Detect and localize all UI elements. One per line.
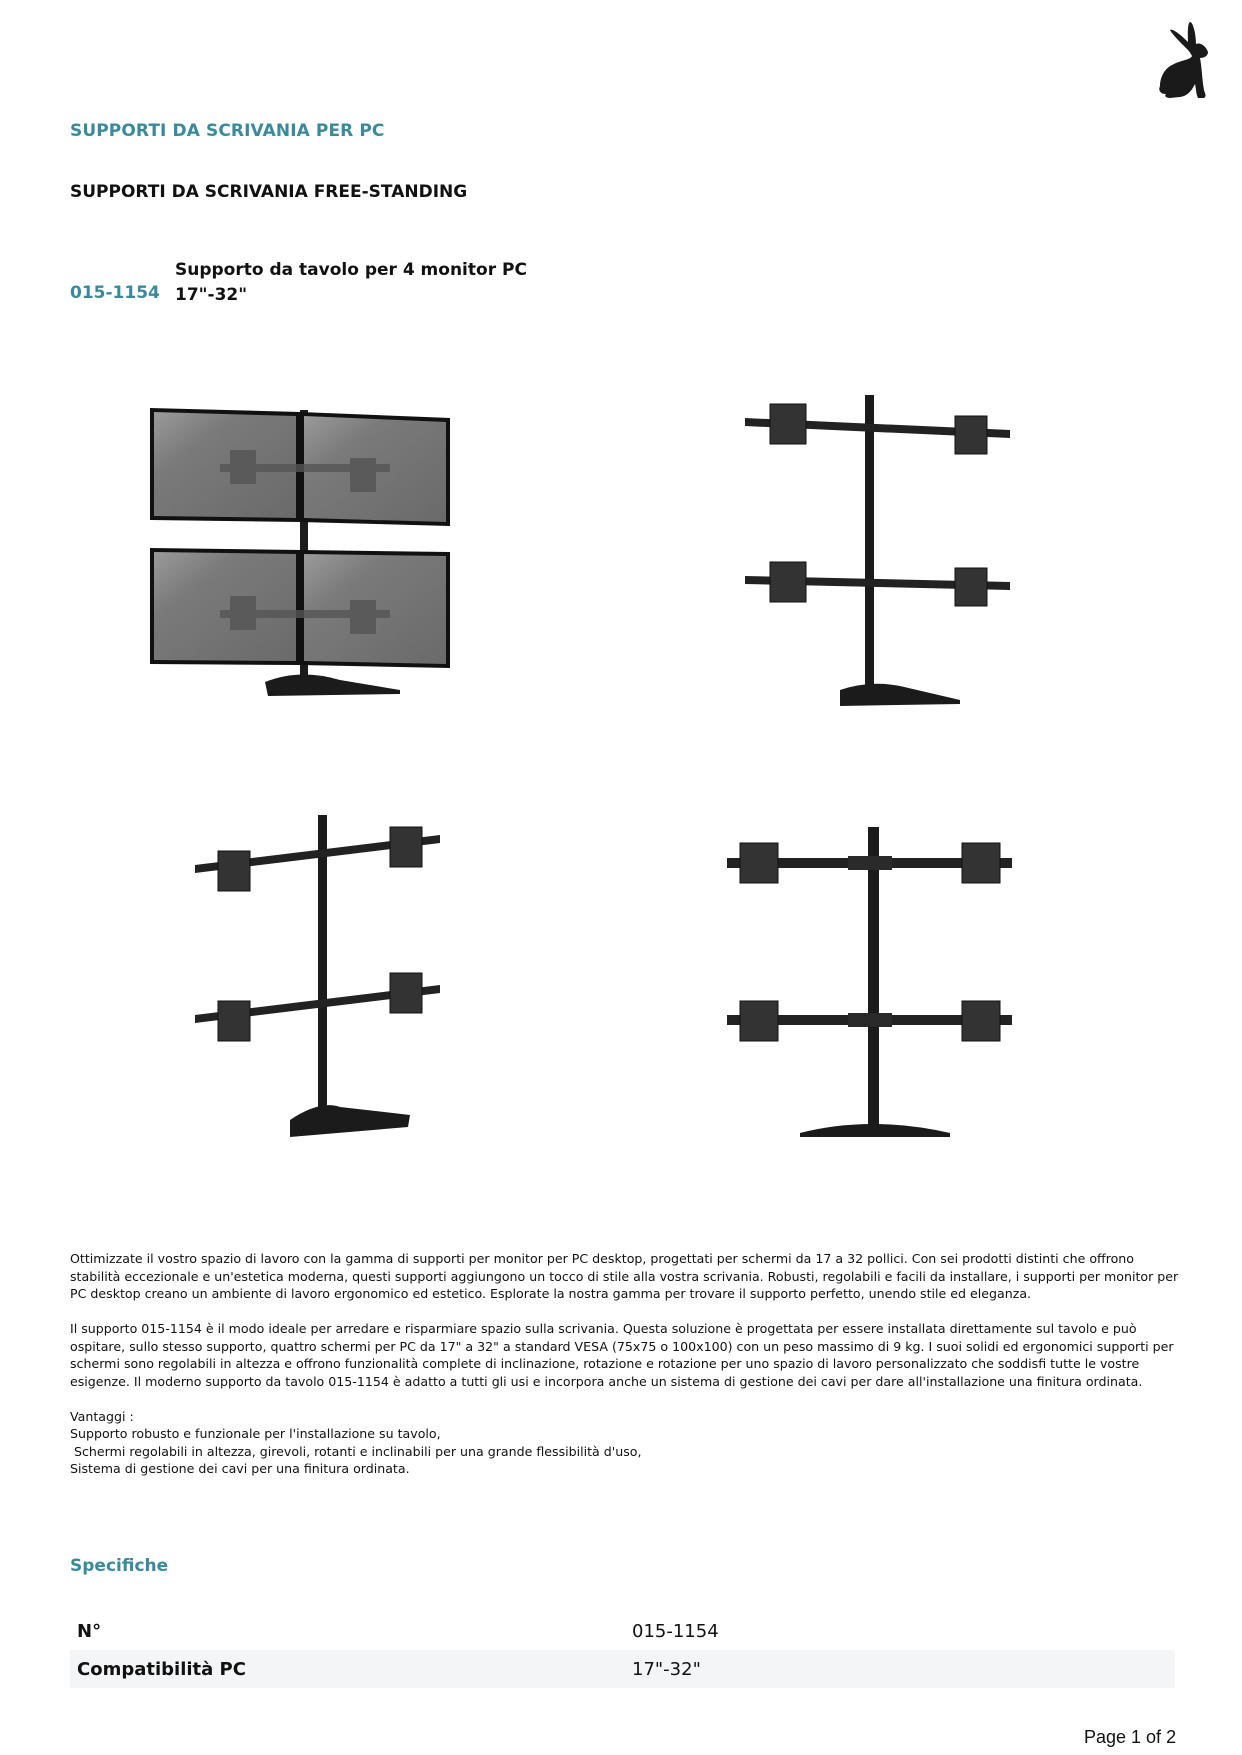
advantage-item: Sistema di gestione dei cavi per una finitura ordinata.	[70, 1461, 410, 1476]
product-image-side	[190, 815, 470, 1160]
advantage-item: Schermi regolabili in altezza, girevoli, rotanti e inclinabili per una grande flessibilità d'uso,	[70, 1443, 642, 1459]
spec-row	[70, 1612, 1175, 1650]
spec-value: 17"-32"	[632, 1658, 701, 1680]
product-image-front	[720, 815, 1040, 1160]
product-description	[70, 1250, 1180, 1478]
specs-table	[70, 1612, 1175, 1688]
spec-label: N°	[77, 1620, 102, 1642]
description-paragraph: Ottimizzate il vostro spazio di lavoro con la gamma di supporti per monitor per PC desktop, progettati per schermi da 17 a 32 pollici. Con sei prodotti distinti che offrono stabilità eccezionale e un'estetica moderna, questi supporti aggiungono un tocco di stile alla vostra scrivania. Robusti, regolabili e facili da installare, i supporti per monitor per PC desktop creano un ambiente di lavoro ergonomico ed estetico. Esplorate la nostra gamma per trovare il supporto perfetto, unendo stile ed eleganza.	[70, 1251, 1179, 1301]
page-number: Page 1 of 2	[1084, 1727, 1177, 1747]
product-sku: 015-1154	[70, 283, 160, 303]
product-image-angled	[740, 390, 1020, 730]
product-image-with-monitors	[150, 390, 510, 730]
spec-row	[70, 1650, 1175, 1688]
specs-title: Specifiche	[70, 1556, 169, 1576]
product-name: Supporto da tavolo per 4 monitor PC 17"-32"	[175, 260, 527, 305]
spec-value: 015-1154	[632, 1620, 719, 1642]
advantages-label: Vantaggi :	[70, 1408, 134, 1424]
rabbit-logo-icon	[1150, 20, 1222, 100]
description-paragraph: Il supporto 015-1154 è il modo ideale per arredare e risparmiare spazio sulla scrivania. Questa soluzione è progettata per essere installata direttamente sul tavolo e può ospitare, sullo stesso supporto, quattro schermi per PC da 17" a 32" a standard VESA (75x75 o 100x100) con un peso massimo di 9 kg. I suoi solidi ed ergonomici supporti per schermi sono regolabili in altezza e offrono funzionalità complete di inclinazione, rotazione e rotazione per uno spazio di lavoro personalizzato che soddisfi tutte le vostre esigenze. Il moderno supporto da tavolo 015-1154 è adatto a tutti gli usi e incorpora anche un sistema di gestione dei cavi per dare all'installazione una finitura ordinata.	[70, 1321, 1174, 1389]
subcategory-title: SUPPORTI DA SCRIVANIA FREE-STANDING	[70, 182, 468, 202]
category-title: SUPPORTI DA SCRIVANIA PER PC	[70, 121, 385, 141]
advantage-item: Supporto robusto e funzionale per l'installazione su tavolo,	[70, 1426, 441, 1441]
spec-label: Compatibilità PC	[77, 1658, 246, 1680]
